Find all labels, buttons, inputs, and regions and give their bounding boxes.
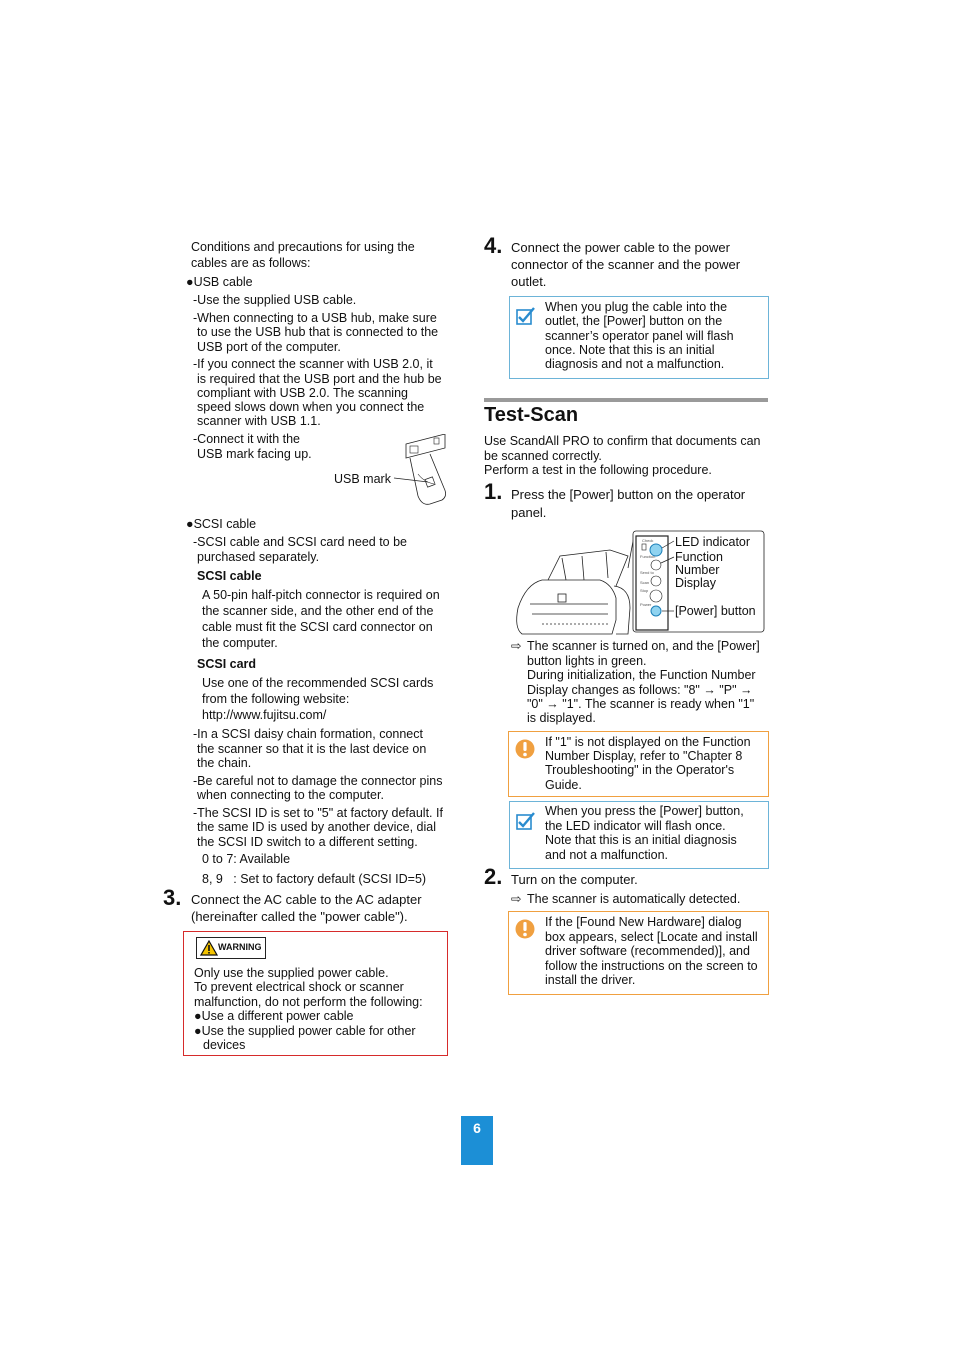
warning-bullet-cont: devices bbox=[203, 1038, 246, 1052]
step-4-number: 4. bbox=[484, 233, 503, 258]
note-box bbox=[509, 801, 769, 869]
warning-bullet: ●Use the supplied power cable for other bbox=[194, 1024, 416, 1038]
note-text: When you plug the cable into the bbox=[545, 300, 728, 314]
scsi-item: purchased separately. bbox=[197, 550, 320, 564]
important-text: If "1" is not displayed on the Function bbox=[545, 735, 751, 749]
checkmark-note-icon bbox=[516, 307, 536, 325]
usb-heading: ●USB cable bbox=[186, 275, 253, 289]
usb-item: -When connecting to a USB hub, make sure bbox=[193, 311, 437, 325]
important-text: Troubleshooting" in the Operator's bbox=[545, 763, 735, 777]
scsi-item: when connecting to the computer. bbox=[197, 788, 384, 802]
scsi-item: -SCSI cable and SCSI card need to be bbox=[193, 535, 408, 549]
note-text: the LED indicator will flash once. bbox=[545, 819, 726, 833]
scsi-card-title: SCSI card bbox=[197, 657, 257, 671]
usb-plug-illustration bbox=[390, 434, 450, 510]
warning-text: malfunction, do not perform the following: bbox=[194, 995, 423, 1009]
section-intro: Use ScandAll PRO to confirm that documents can bbox=[484, 434, 761, 448]
scsi-cable-text: the computer. bbox=[202, 636, 278, 650]
scsi-item: the chain. bbox=[197, 756, 252, 770]
bullet-icon: ● bbox=[186, 275, 194, 289]
scsi-id-default: 8, 9 : Set to factory default (SCSI ID=5) bbox=[202, 872, 427, 886]
page-number: 6 bbox=[473, 1120, 481, 1136]
scsi-item: the scanner so that it is the last device on bbox=[197, 742, 427, 756]
step-4-text: Connect the power cable to the power connector of the scanner and the power outlet. bbox=[511, 240, 741, 289]
result-text: is displayed. bbox=[527, 711, 596, 725]
note-box bbox=[509, 296, 769, 379]
warning-text: Only use the supplied power cable. bbox=[194, 966, 389, 980]
intro-line: Conditions and precautions for using the bbox=[191, 240, 415, 254]
scsi-id-available: 0 to 7: Available bbox=[202, 852, 291, 866]
hollow-arrow-icon: ⇨ bbox=[511, 892, 522, 906]
step-1-number: 1. bbox=[484, 479, 503, 504]
scsi-cable-title: SCSI cable bbox=[197, 569, 262, 583]
step-3-number: 3. bbox=[163, 885, 182, 910]
scsi-item: the same ID is used by another device, dial bbox=[197, 820, 437, 834]
warning-bullet: ●Use a different power cable bbox=[194, 1009, 354, 1023]
power-button-label: [Power] button bbox=[675, 604, 756, 618]
note-text: Note that this is an initial diagnosis bbox=[545, 833, 737, 847]
warning-triangle-icon bbox=[200, 940, 218, 956]
result-text: Display changes as follows: "8" → "P" → bbox=[527, 683, 753, 697]
important-text: follow the instructions on the screen to bbox=[545, 959, 758, 973]
exclamation-important-icon bbox=[515, 918, 535, 940]
scsi-item: -Be careful not to damage the connector pins bbox=[193, 774, 443, 788]
section-rule bbox=[484, 398, 768, 402]
section-intro: be scanned correctly. bbox=[484, 449, 602, 463]
important-text: Guide. bbox=[545, 778, 582, 792]
usb-item: speed slows down when you connect the bbox=[197, 400, 425, 414]
scsi-card-text: from the following website: bbox=[202, 692, 350, 706]
note-text: diagnosis and not a malfunction. bbox=[545, 357, 725, 371]
scsi-item: -In a SCSI daisy chain formation, connect bbox=[193, 727, 423, 741]
section-intro: Perform a test in the following procedure. bbox=[484, 463, 712, 477]
scsi-cable-text: the scanner side, and the other end of the bbox=[202, 604, 434, 618]
scsi-card-text: Use one of the recommended SCSI cards bbox=[202, 676, 434, 690]
panel-tiny-label: Scan bbox=[640, 580, 650, 585]
note-text: scanner’s operator panel will flash bbox=[545, 329, 734, 343]
exclamation-important-icon bbox=[515, 738, 535, 760]
result-text: The scanner is turned on, and the [Power] bbox=[527, 639, 760, 653]
function-display-label: Function Number Display bbox=[675, 550, 723, 590]
warning-badge bbox=[196, 937, 266, 959]
intro-line: cables are as follows: bbox=[191, 256, 311, 270]
bullet-icon: ● bbox=[186, 517, 194, 531]
panel-tiny-label: Check bbox=[642, 538, 654, 543]
usb-mark-label: USB mark bbox=[334, 472, 391, 486]
usb-item: to use the USB hub that is connected to the bbox=[197, 325, 439, 339]
panel-tiny-label: Power bbox=[640, 602, 652, 607]
note-text: When you press the [Power] button, bbox=[545, 804, 744, 818]
important-box bbox=[508, 911, 769, 995]
note-text: once. Note that this is an initial bbox=[545, 343, 715, 357]
result-text: During initialization, the Function Number bbox=[527, 668, 756, 682]
section-title: Test-Scan bbox=[484, 404, 579, 426]
scsi-heading: ●SCSI cable bbox=[186, 517, 257, 531]
led-indicator-label: LED indicator bbox=[675, 535, 751, 549]
scsi-cable-text: A 50-pin half-pitch connector is required on bbox=[202, 588, 440, 602]
panel-tiny-label: Send to bbox=[640, 570, 654, 575]
panel-tiny-label: Stop bbox=[640, 588, 649, 593]
usb-item: compliant with USB 2.0. The scanning bbox=[197, 386, 408, 400]
step-3-text: Connect the AC cable to the AC adapter (hereinafter called the "power cable"). bbox=[191, 892, 422, 924]
step-1-text: Press the [Power] button on the operator panel. bbox=[511, 487, 746, 520]
scsi-cable-text: cable must fit the SCSI card connector on bbox=[202, 620, 433, 634]
warning-text: To prevent electrical shock or scanner bbox=[194, 980, 404, 994]
usb-item: USB port of the computer. bbox=[197, 340, 341, 354]
important-text: Number Display, refer to "Chapter 8 bbox=[545, 749, 743, 763]
warning-label: WARNING bbox=[218, 942, 262, 952]
important-text: box appears, select [Locate and install bbox=[545, 930, 758, 944]
usb-item: -If you connect the scanner with USB 2.0, it bbox=[193, 357, 433, 371]
important-text: install the driver. bbox=[545, 973, 636, 987]
warning-box bbox=[183, 931, 448, 1056]
scsi-item: -The SCSI ID is set to "5" at factory default. If bbox=[193, 806, 443, 820]
panel-tiny-label: Function bbox=[640, 554, 656, 559]
step-2-number: 2. bbox=[484, 864, 503, 889]
result-text: The scanner is automatically detected. bbox=[527, 892, 741, 906]
bullet-icon: ● bbox=[194, 1009, 202, 1023]
important-text: If the [Found New Hardware] dialog bbox=[545, 915, 742, 929]
important-box bbox=[508, 731, 769, 797]
note-text: and not a malfunction. bbox=[545, 848, 668, 862]
hollow-arrow-icon: ⇨ bbox=[511, 639, 522, 653]
result-text: "0" → "1". The scanner is ready when "1" bbox=[527, 697, 755, 711]
usb-item: -Connect it with the bbox=[193, 432, 300, 446]
important-text: driver software (recommended)], and bbox=[545, 944, 750, 958]
scsi-item: the SCSI ID switch to a different setting. bbox=[197, 835, 418, 849]
note-text: outlet, the [Power] button on the bbox=[545, 314, 723, 328]
usb-item: scanner with USB 1.1. bbox=[197, 414, 321, 428]
result-text: button lights in green. bbox=[527, 654, 647, 668]
page-number-tab bbox=[461, 1116, 493, 1165]
usb-item: is required that the USB port and the hub be bbox=[197, 372, 442, 386]
bullet-icon: ● bbox=[194, 1024, 202, 1038]
usb-item: -Use the supplied USB cable. bbox=[193, 293, 357, 307]
step-2-text: Turn on the computer. bbox=[511, 872, 638, 887]
usb-item: USB mark facing up. bbox=[197, 447, 312, 461]
scsi-card-url: http://www.fujitsu.com/ bbox=[202, 708, 327, 722]
checkmark-note-icon bbox=[516, 812, 536, 830]
